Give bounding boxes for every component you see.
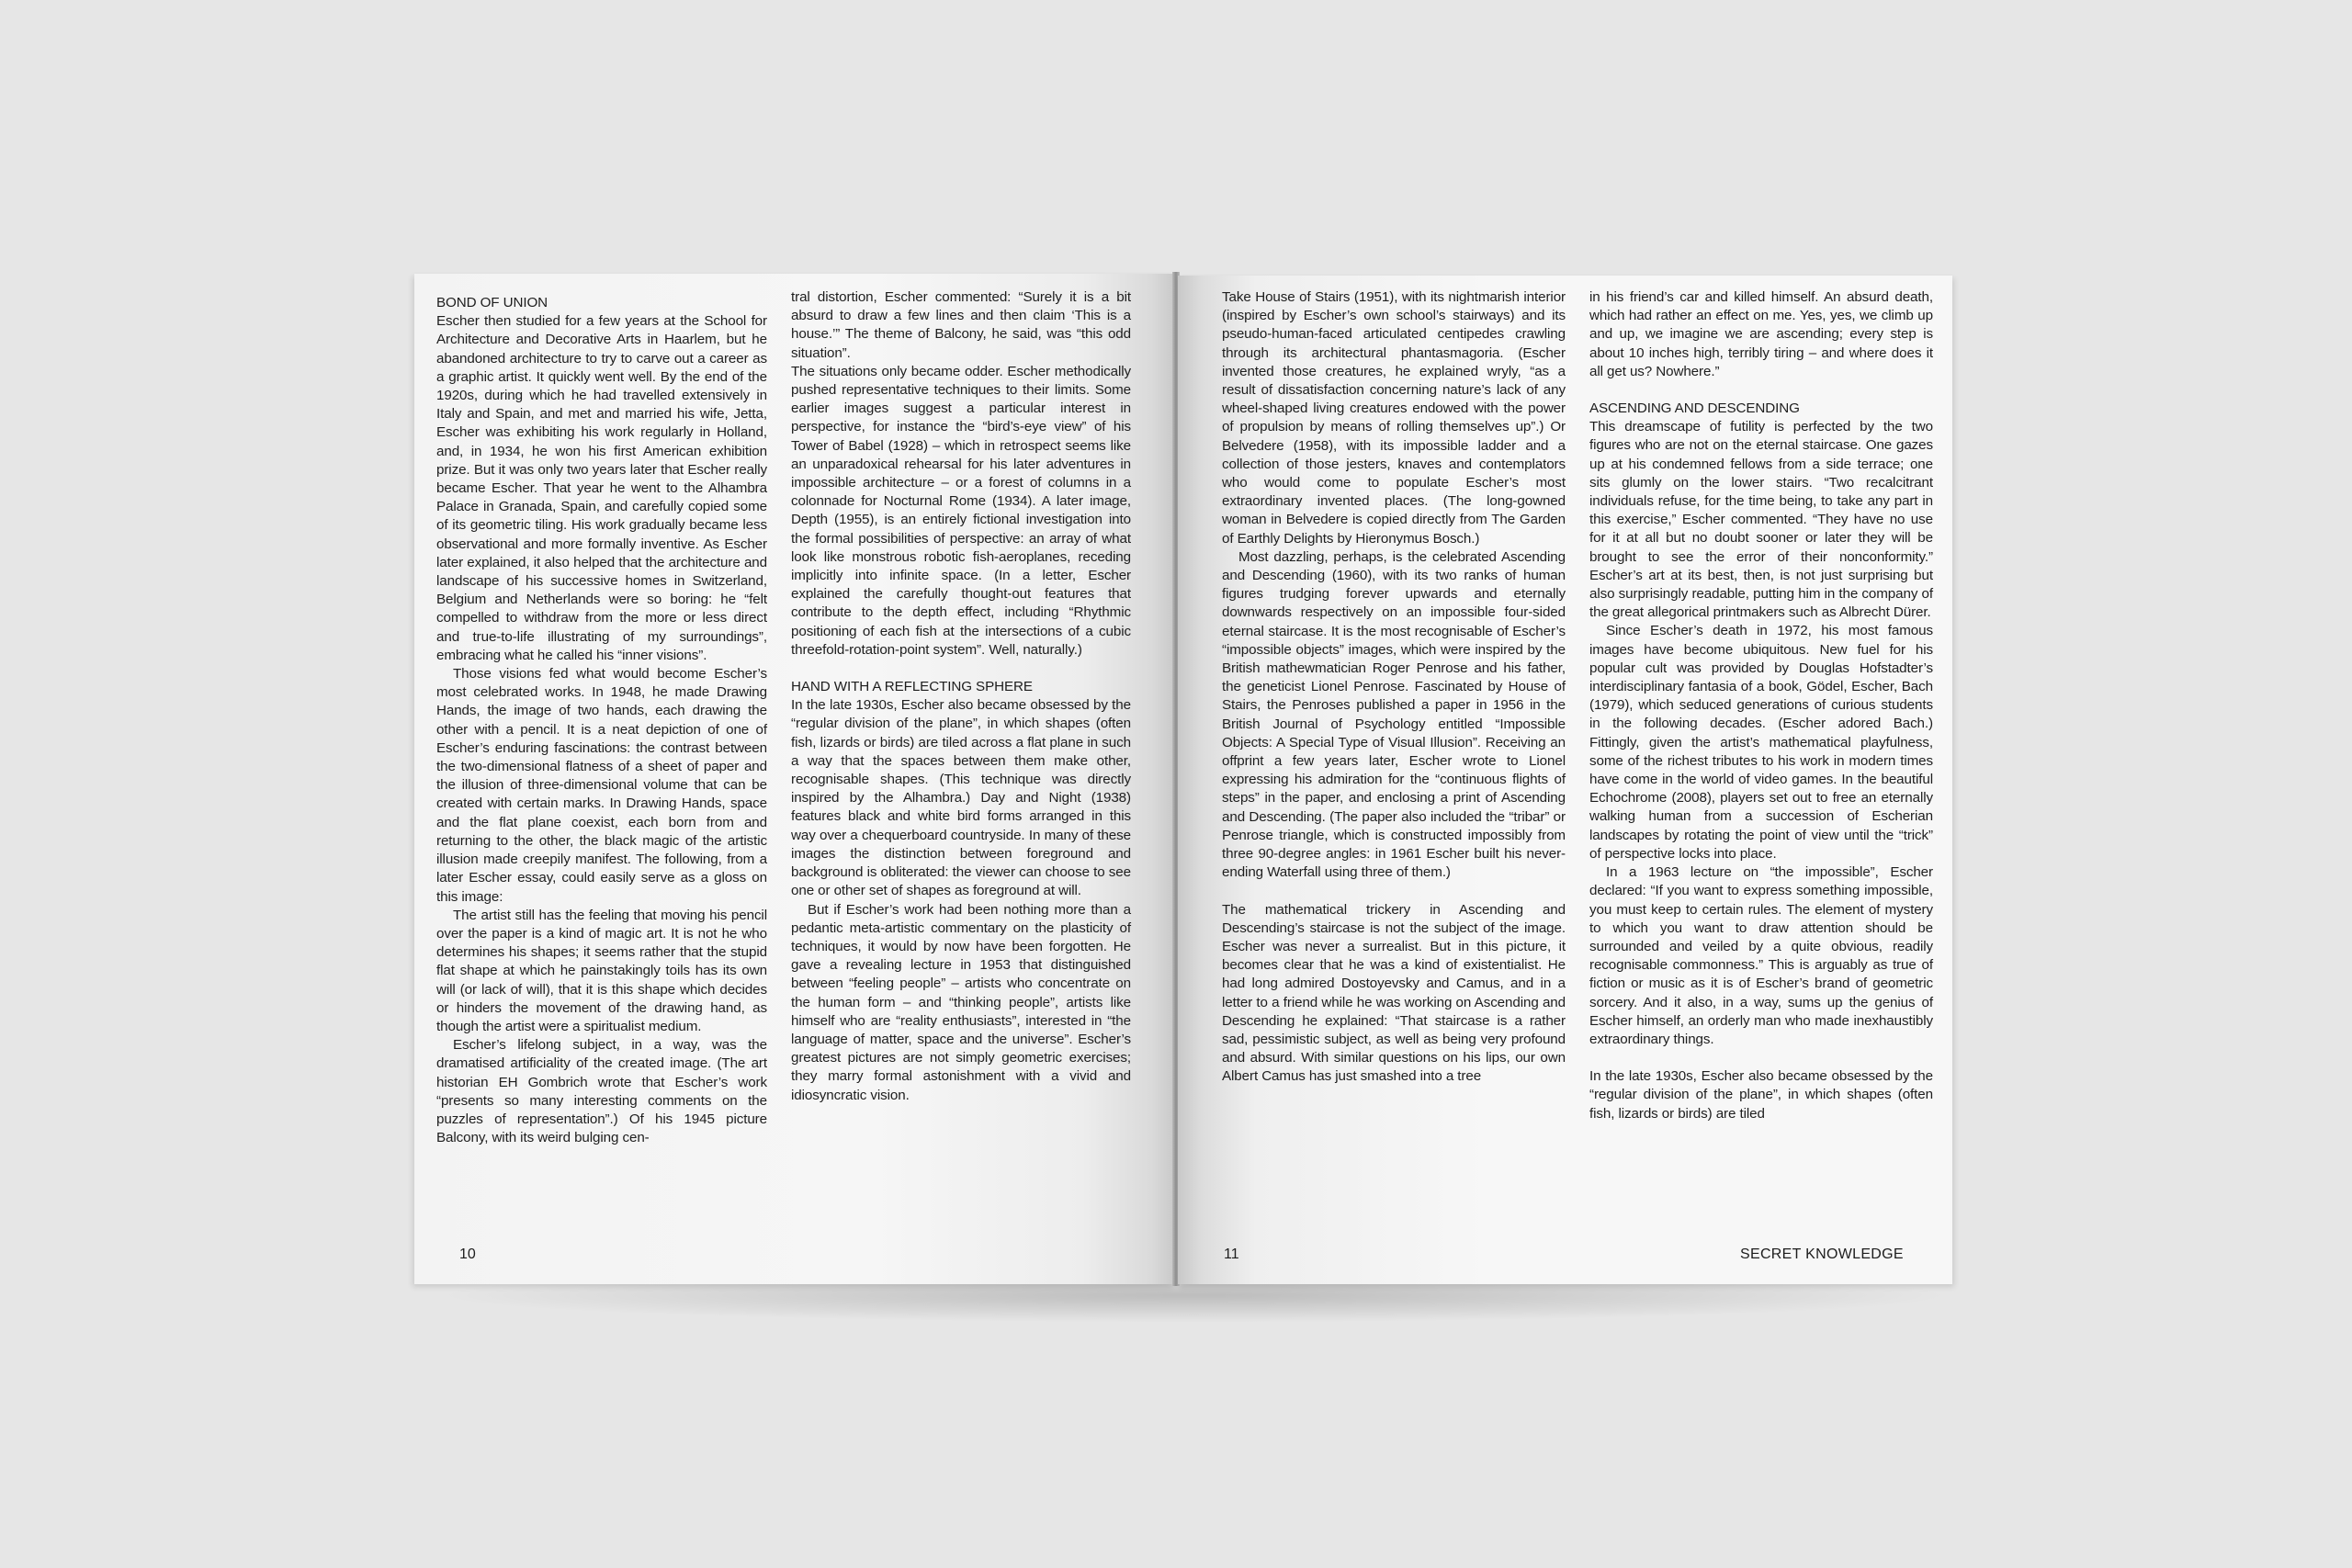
paragraph: Since Escher’s death in 1972, his most famous images have become ubiquitous. New fuel for his popular cult was provided by Douglas Hofstadter’s interdisciplinary fantasia of a book, Gödel, Escher, Bach (1979), which seduced generations of curious students in the following decades. (Escher adored Bach.) Fittingly, given the artist’s mathematical playfulness, some of the richest tributes to his work in modern times have come in the world of video games. In the beautiful Echochrome (2008), players set out to free an eternally walking human from a succession of Escherian landscapes by rotating the point of view until the “trick” of perspective locks into place. (1589, 623, 1933, 862)
section-heading-ascending-and-descending: ASCENDING AND DESCENDING (1589, 400, 1800, 417)
paragraph: But if Escher’s work had been nothing more than a pedantic meta-artistic commentary on the plasticity of techniques, it would by now have been forgotten. He gave a revealing lecture in 1953 that distinguished between “feeling people” – artists who concentrate on the human form – and “thinking people”, artists like himself who are “reality enthusiasts”, interested in “the language of matter, space and the universe”. Escher’s greatest pictures are not simply geometric exercises; they marry formal astonishment with a vivid and idiosyncratic vision. (791, 901, 1131, 1103)
paragraph-gap (1589, 1049, 1933, 1067)
section-heading-hand-with-a-reflecting-sphere: HAND WITH A REFLECTING SPHERE (791, 679, 1033, 695)
block-quote: The artist still has the feeling that moving his pencil over the paper is a kind of magic art. It is not he who determines his shapes; it seems rather that the stupid flat shape at which he painstakingly toils has its own will (or lack of will), that it is this shape which decides or hinders the movement of the drawing hand, as though the artist were a spiritualist medium. (436, 907, 767, 1034)
paragraph: The mathematical trickery in Ascending and Descending’s staircase is not the subject of the image. Escher was never a surrealist. But in this picture, it becomes clear that he was a kind of existentialist. He had long admired Dostoyevsky and Camus, and in a letter to a friend while he was working on Ascending and Descending he explained: “That staircase is a rather sad, pessimistic subject, as well as being very profound and absurd. With similar questions on his lips, our own Albert Camus has just smashed into a tree (1222, 901, 1566, 1085)
left-column-2 (791, 288, 1131, 1105)
paragraph: Most dazzling, perhaps, is the celebrated Ascending and Descending (1960), with its two ranks of human figures trudging forever upwards and eternally downwards respectively on an impossible four-sided eternal staircase. It is the most recognisable of Escher’s “impossible objects” images, which were inspired by the British mathewmatician Roger Penrose and his father, the geneticist Lionel Penrose. Fascinated by House of Stairs, the Penroses published a paper in 1956 in the British Journal of Psychology entitled “Impossible Objects: A Special Type of Visual Illusion”. Receiving an offprint a few years later, Escher wrote to Lionel expressing his admiration for the “continuous flights of steps” in the paper, and enclosing a print of Ascending and Descending. (The paper also included the “tribar” or Penrose triangle, which is constructed impossibly from three 90-degree angles: in 1961 Escher built his never-ending Waterfall using three of them.) (1222, 548, 1566, 881)
running-head: SECRET KNOWLEDGE (1740, 1247, 1904, 1262)
right-column-2 (1589, 288, 1933, 1123)
paragraph: Escher then studied for a few years at the School for Architecture and Decorative Arts in Haarlem, but he abandoned architecture to try to carve out a career as a graphic artist. It quickly went well. By the end of the 1920s, during which he had travelled extensively in Italy and Spain, and met and married his wife, Jetta, Escher was exhibiting his work regularly in Holland, and, in 1934, he won his first American exhibition prize. But it was only two years later that Escher really became Escher. That year he went to the Alhambra Palace in Granada, Spain, and carefully copied some of its geometric tiling. His work gradually became less observational and more formally inventive. As Escher later explained, it also helped that the architecture and landscape of his successive homes in Switzerland, Belgium and Netherlands were so boring: he “felt compelled to withdraw from the more or less direct and true-to-life illustrating of my surroundings”, embracing what he called his “inner visions”. (436, 313, 767, 663)
paragraph-gap (1589, 381, 1933, 400)
paragraph: In a 1963 lecture on “the impossible”, Escher declared: “If you want to express something impossible, you must keep to certain rules. The element of mystery to which you want to draw attention should be surrounded and veiled by a quite obvious, readily recognisable commonness.” This is arguably as true of fiction or music as it is of Escher’s brand of geometric sorcery. And it also, in a way, sums up the genius of Escher himself, an orderly man who made inexhaustibly extraordinary things. (1589, 864, 1933, 1047)
paragraph: Escher’s lifelong subject, in a way, was the dramatised artificiality of the created image. (The art historian EH Gombrich wrote that Escher’s work “presents so many interesting comments on the puzzles of representation”.) Of his 1945 picture Balcony, with its weird bulging cen- (436, 1037, 767, 1146)
paragraph: The situations only became odder. Escher methodically pushed representative techniques to their limits. Some earlier images suggest a particular interest in perspective, for instance the “bird’s-eye view” of his Tower of Babel (1928) – which in retrospect seems like an unparadoxical rehearsal for his later adventures in impossible architecture – or a forest of columns in a colonnade for Nocturnal Rome (1934). A later image, Depth (1955), is an entirely fictional investigation into the formal possibilities of perspective: an array of what look like monstrous robotic fish-aeroplanes, receding implicitly into infinite space. (In a letter, Escher explained the carefully thought-out features that contribute to the depth effect, including “Rhythmic positioning of each fish at the intersections of a cubic threefold-rotation-point system”. Well, naturally.) (791, 363, 1131, 658)
paragraph: tral distortion, Escher commented: “Surely it is a bit absurd to draw a few lines and then claim ‘This is a house.’” The theme of Balcony, he said, was “this odd situation”. (791, 289, 1131, 361)
paragraph-gap (791, 660, 1131, 678)
page-number-left: 10 (459, 1247, 476, 1262)
section-heading-bond-of-union: BOND OF UNION (436, 295, 548, 310)
page-number-right: 11 (1224, 1247, 1239, 1262)
right-page (1178, 276, 1952, 1284)
paragraph: Take House of Stairs (1951), with its nightmarish interior (inspired by Escher’s own school’s stairways) and its pseudo-human-faced articulated centipedes crawling through its architectural phantasmagoria. (Escher invented those creatures, he explained wryly, “as a result of dissatisfaction concerning nature’s lack of any wheel-shaped living creatures endowed with the power of propulsion by means of rolling themselves up”.) Or Belvedere (1958), with its impossible ladder and a collection of those jesters, knaves and contemplators who would come to populate Escher’s most extraordinary invented places. (The long-gowned woman in Belvedere is copied directly from The Garden of Earthly Delights by Hieronymus Bosch.) (1222, 289, 1566, 547)
paragraph: This dreamscape of futility is perfected by the two figures who are not on the eternal staircase. One gazes up at his condemned fellows from a side terrace; one sits glumly on the lower stairs. “Two recalcitrant individuals refuse, for the time being, to take any part in this exercise,” Escher commented. “They have no use for it at all but no doubt sooner or later they will be brought to see the error of their nonconformity.” Escher’s art at its best, then, is not just surprising but also surprisingly readable, putting him in the company of the great allegorical printmakers such as Albrecht Dürer. (1589, 419, 1933, 621)
paragraph: In the late 1930s, Escher also became obsessed by the “regular division of the plane”, in which shapes (often fish, lizards or birds) are tiled (1589, 1068, 1933, 1122)
paragraph: in his friend’s car and killed himself. An absurd death, which had rather an effect on me. Yes, yes, we climb up and up, we imagine we are ascending; every step is about 10 inches high, terribly tiring – and where does it all get us? Nowhere.” (1589, 289, 1933, 379)
paragraph: In the late 1930s, Escher also became obsessed by the “regular division of the plane”, in which shapes (often fish, lizards or birds) are tiled across a flat plane in such a way that the spaces between them make other, recognisable shapes. (This technique was directly inspired by the Alhambra.) Day and Night (1938) features black and white bird forms arranged in this way over a chequerboard countryside. In many of these images the distinction between foreground and background is obliterated: the viewer can choose to see one or other set of shapes as foreground at will. (791, 697, 1131, 899)
left-column-1 (436, 294, 767, 1147)
left-page (414, 274, 1174, 1284)
right-column-1 (1222, 288, 1566, 1087)
paragraph-gap (1222, 883, 1566, 901)
paragraph: Those visions fed what would become Escher’s most celebrated works. In 1948, he made Drawing Hands, the image of two hands, each drawing the other with a pencil. It is a neat depiction of one of Escher’s enduring fascinations: the contrast between the two-dimensional flatness of a sheet of paper and the illusion of three-dimensional volume that can be created with certain marks. In Drawing Hands, space and the flat plane coexist, each born from and returning to the other, the black magic of the artistic illusion made creepily manifest. The following, from a later Escher essay, could easily serve as a gloss on this image: (436, 666, 767, 905)
